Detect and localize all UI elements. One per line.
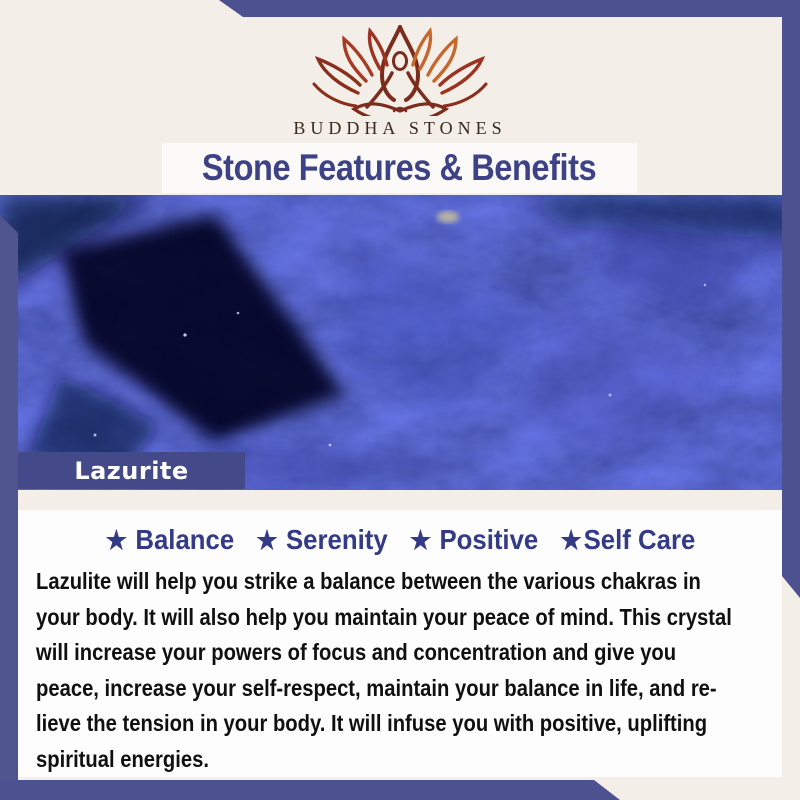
- benefit-keyword: Serenity: [285, 524, 388, 555]
- stone-image: [0, 195, 800, 490]
- brand-name: BUDDHA STONES: [293, 118, 507, 138]
- benefit-keyword: Balance: [134, 524, 234, 555]
- star-icon: ★: [559, 525, 582, 555]
- content-panel: [18, 510, 782, 777]
- benefit-keyword: Self Care: [583, 524, 695, 555]
- description-line: will increase your powers of focus and concentration and give you: [36, 639, 677, 665]
- description-line: spiritual energies.: [36, 745, 209, 772]
- stone-name-label: Lazurite: [74, 456, 189, 485]
- page-title: Stone Features & Benefits: [202, 147, 597, 188]
- description-line: Lazulite will help you strike a balance between the various chakras in: [36, 568, 701, 594]
- title-banner: [162, 143, 637, 193]
- benefit-keyword: Positive: [438, 524, 538, 555]
- frame-ribbon-top: [219, 0, 800, 17]
- star-icon: ★: [409, 525, 431, 555]
- star-icon: ★: [255, 525, 278, 555]
- description-paragraph: [36, 564, 776, 777]
- lotus-meditation-icon: [310, 24, 490, 116]
- frame-ribbon-bottom: [0, 780, 620, 800]
- stone-name-badge: [18, 452, 245, 489]
- description-line: your body. It will also help you maintain your peace of mind. This crystal: [36, 603, 732, 630]
- description-line: lieve the tension in your body. It will infuse you with positive, uplifting: [36, 710, 708, 736]
- benefit-keywords: [18, 524, 782, 556]
- description-line: peace, increase your self-respect, maintain your balance in life, and re-: [36, 674, 717, 701]
- star-icon: ★: [105, 525, 127, 555]
